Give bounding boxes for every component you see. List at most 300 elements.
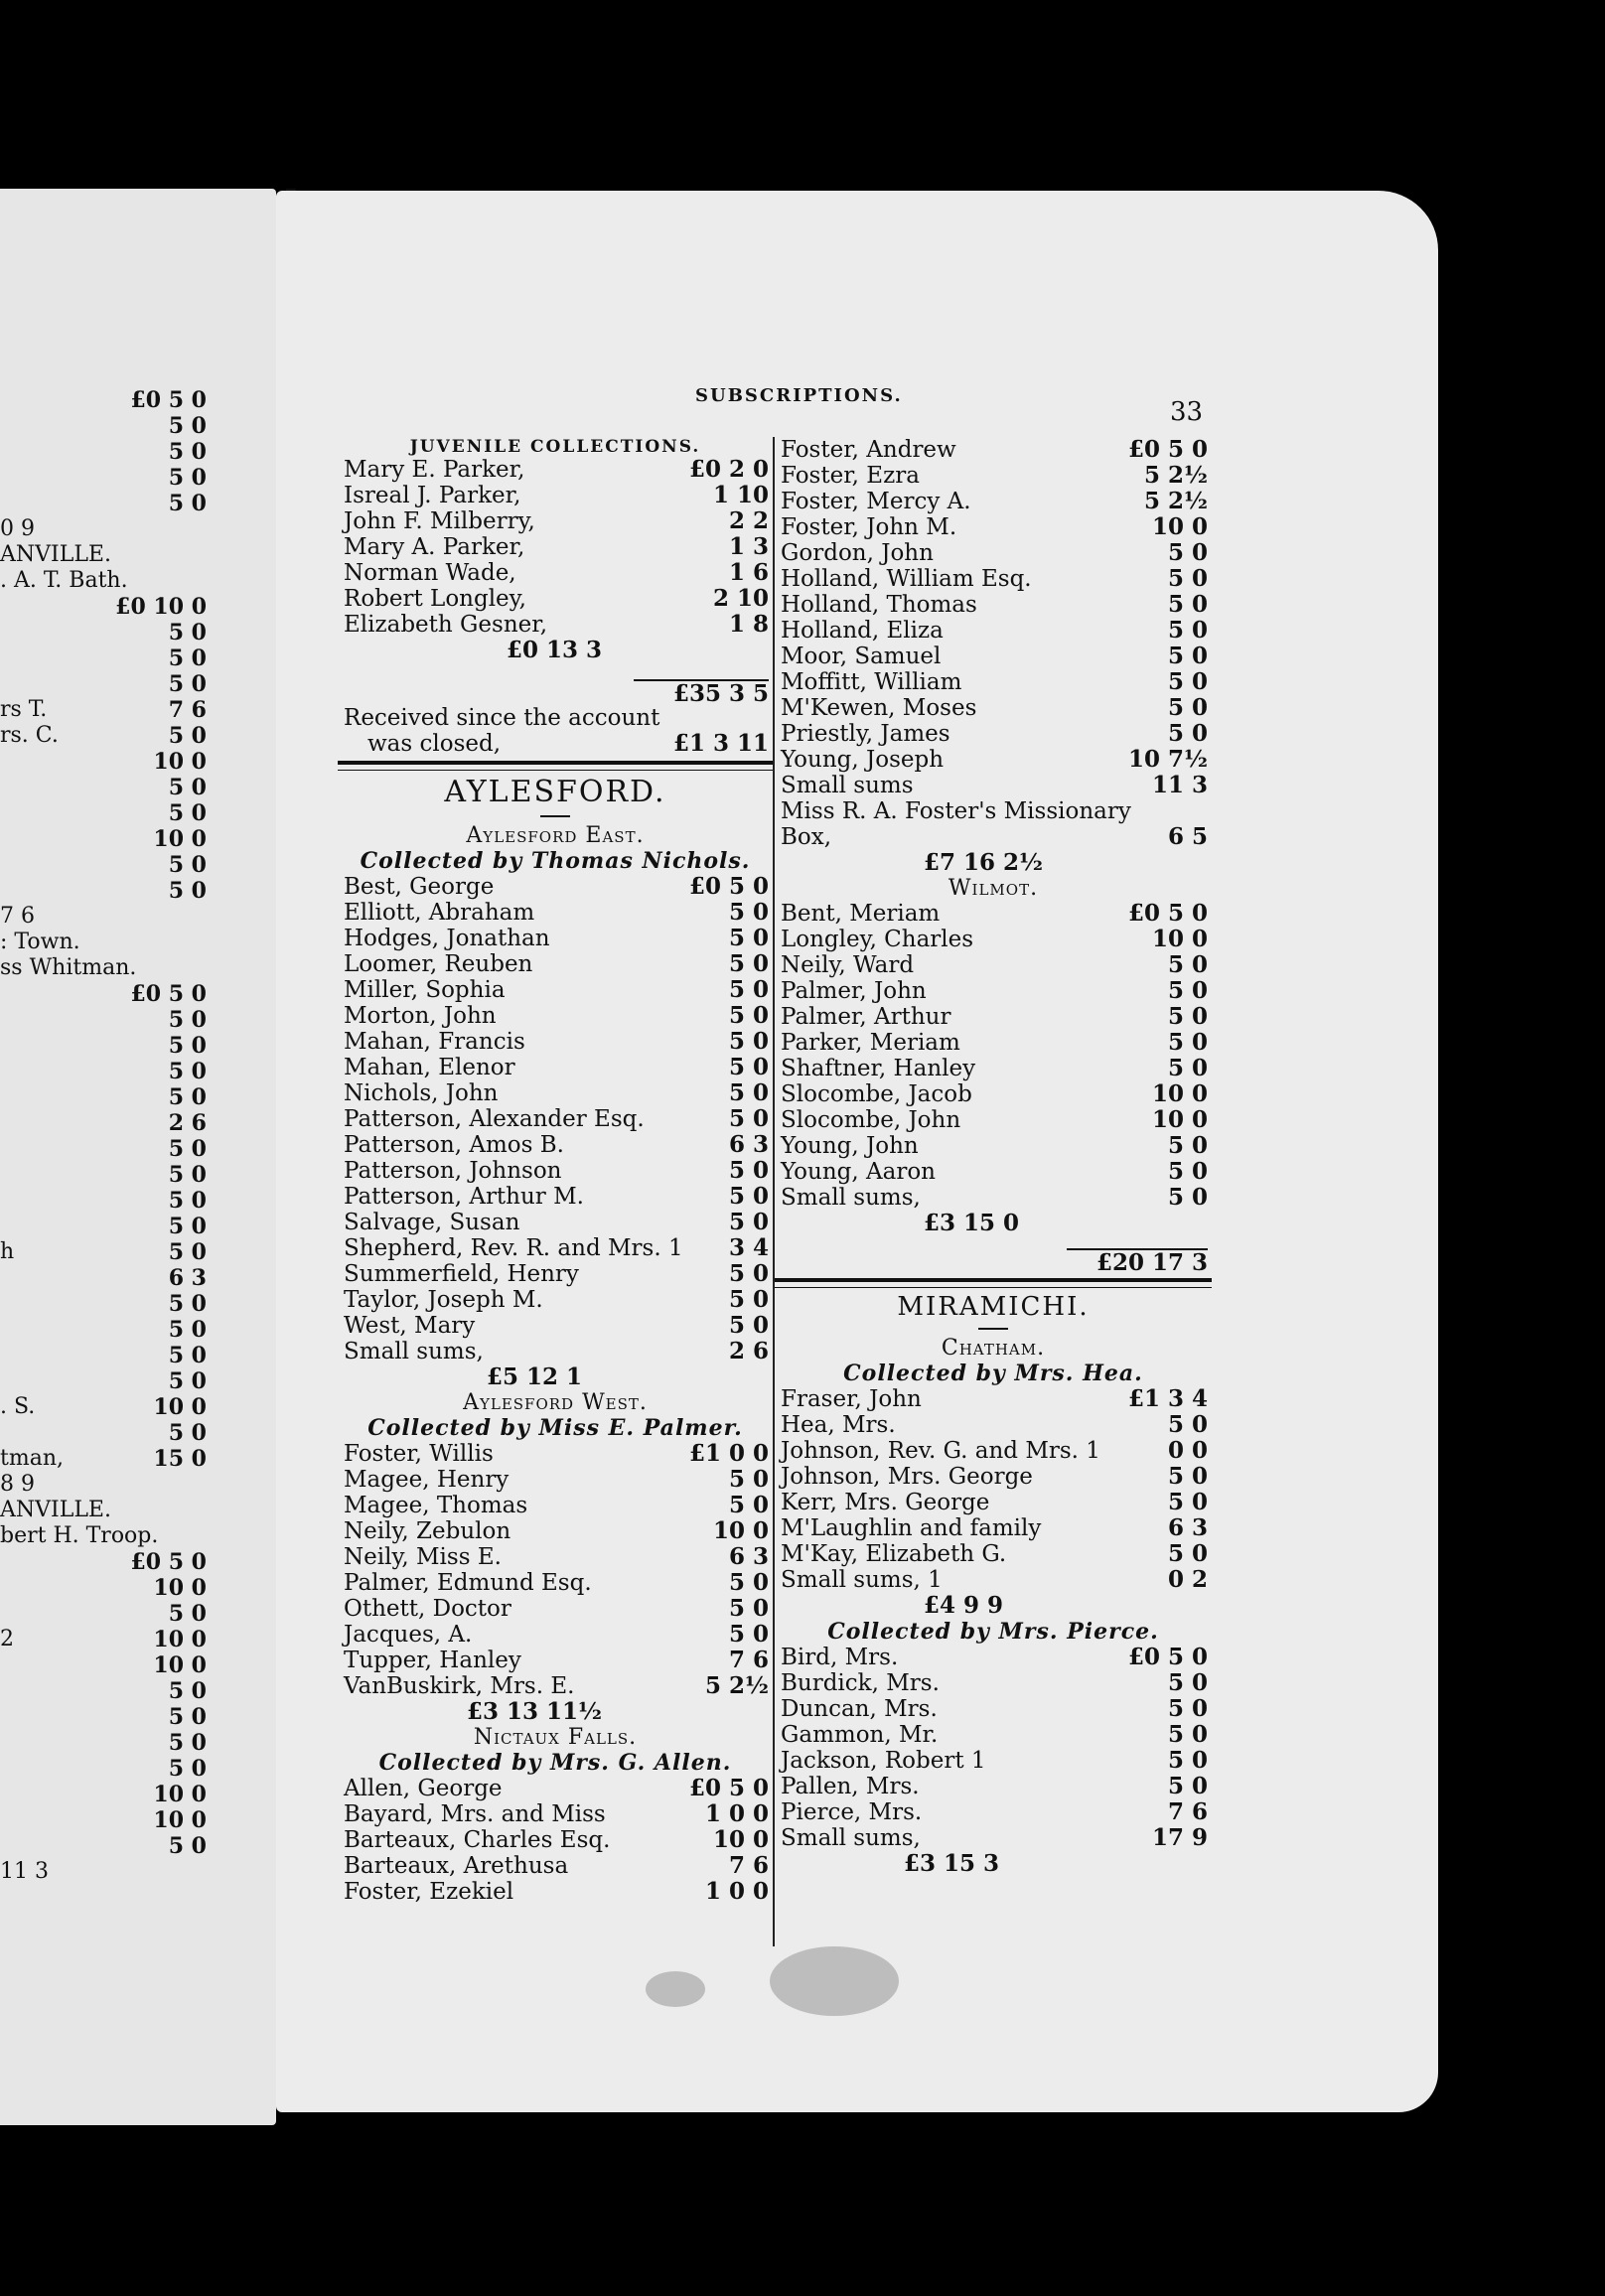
entry-name: Priestly, James (781, 721, 950, 747)
fragment-left-text: ANVILLE. (0, 542, 111, 567)
fragment-amount: 5 0 (168, 1317, 207, 1343)
entry-name: Mahan, Francis (344, 1029, 525, 1055)
entry-row (775, 1081, 1212, 1107)
entry-name: Miss R. A. Foster's Missionary (781, 798, 1131, 824)
fragment-amount: 5 0 (168, 1756, 207, 1782)
entry-amount: 5 0 (728, 950, 769, 977)
entry-amount: 10 7½ (1127, 746, 1208, 773)
entry-row (775, 1412, 1212, 1438)
entry-amount: 5 0 (1167, 977, 1208, 1004)
section-rule (338, 761, 773, 771)
fragment-amount: 5 0 (168, 1033, 207, 1059)
entry-name: Summerfield, Henry (344, 1261, 579, 1287)
entry-row (775, 1438, 1212, 1464)
fragment-left-text: 0 9 (0, 516, 35, 541)
entry-amount: 5 2½ (1143, 488, 1208, 514)
entry-amount: 5 0 (728, 1312, 769, 1339)
entry-row (338, 1106, 773, 1132)
west-title: Aylesford West. (463, 1390, 648, 1415)
ink-stain (770, 1946, 899, 2016)
fragment-amount: 5 0 (168, 1162, 207, 1188)
entry-amount: £1 0 0 (688, 1440, 769, 1467)
fragment-left-text: 7 6 (0, 904, 35, 929)
fragment-amount: 5 0 (168, 439, 207, 465)
entry-name: Fraser, John (781, 1386, 922, 1412)
wilmot-total: £3 15 0 (924, 1210, 1020, 1236)
entry-row (338, 1261, 773, 1287)
fragment-left-text: ANVILLE. (0, 1498, 111, 1522)
entry-row (338, 1596, 773, 1622)
entry-row (338, 1801, 773, 1827)
entry-amount: 2 10 (712, 585, 769, 612)
fragment-amount: £0 5 0 (130, 1549, 207, 1575)
entry-amount: 5 0 (1167, 565, 1208, 592)
hea-collector: Collected by Mrs. Hea. (843, 1361, 1143, 1386)
entry-row (338, 1570, 773, 1596)
entry-amount: 5 0 (728, 899, 769, 926)
entry-row (775, 1515, 1212, 1541)
entry-amount: 5 0 (1167, 951, 1208, 978)
entry-amount: 5 0 (728, 1286, 769, 1313)
entry-name: Young, Joseph (781, 747, 945, 773)
fragment-amount: 6 3 (168, 1265, 207, 1291)
entry-row (338, 560, 773, 586)
entry-name: Patterson, Amos B. (344, 1132, 564, 1158)
entry-amount: 5 0 (728, 976, 769, 1003)
entry-row (338, 1518, 773, 1544)
entry-row (338, 612, 773, 638)
west-list (338, 1441, 773, 1699)
entry-name: Young, John (781, 1133, 919, 1159)
entry-amount: 1 10 (712, 482, 769, 508)
entry-amount: 7 6 (728, 1852, 769, 1879)
entry-row (338, 1648, 773, 1673)
entry-row (338, 1622, 773, 1648)
entry-row (775, 618, 1212, 644)
entry-amount: 5 0 (1167, 1184, 1208, 1211)
entry-name: Elizabeth Gesner, (344, 612, 548, 638)
entry-name: Duncan, Mrs. (781, 1696, 938, 1722)
entry-amount: 5 0 (1167, 1747, 1208, 1774)
entry-amount: 5 0 (1167, 1773, 1208, 1799)
entry-row (338, 1544, 773, 1570)
entry-amount: 3 4 (728, 1234, 769, 1261)
fragment-left-text: . S. (0, 1394, 36, 1419)
fragment-amount: 10 0 (153, 1782, 207, 1807)
entry-row (338, 1003, 773, 1029)
entry-name: John F. Milberry, (344, 508, 535, 534)
west-collector: Collected by Miss E. Palmer. (367, 1415, 743, 1441)
entry-name: Taylor, Joseph M. (344, 1287, 543, 1313)
entry-name: Slocombe, John (781, 1107, 961, 1133)
fragment-amount: 5 0 (168, 852, 207, 878)
fragment-left-text: h (0, 1239, 15, 1264)
fragment-amount: 5 0 (168, 1059, 207, 1084)
entry-row (338, 1029, 773, 1055)
entry-name: Magee, Thomas (344, 1493, 528, 1518)
entry-name: Shaftner, Hanley (781, 1056, 976, 1081)
entry-name: Patterson, Arthur M. (344, 1184, 584, 1210)
entry-amount: 5 0 (1167, 617, 1208, 644)
entry-name: Nichols, John (344, 1080, 499, 1106)
entry-name: Foster, John M. (781, 514, 957, 540)
entry-amount: 5 0 (1167, 1003, 1208, 1030)
column-right (773, 437, 1212, 1946)
entry-row (338, 874, 773, 900)
entry-name: Neily, Ward (781, 952, 915, 978)
fragment-amount: 5 0 (168, 646, 207, 671)
fragment-amount: 5 0 (168, 1214, 207, 1239)
entry-amount: 10 0 (712, 1517, 769, 1544)
hea-total: £4 9 9 (924, 1592, 1004, 1619)
entry-name: Palmer, Arthur (781, 1004, 951, 1030)
entry-amount: 2 2 (728, 507, 769, 534)
nictaux-title: Nictaux Falls. (473, 1725, 638, 1750)
fragment-amount: 10 0 (153, 826, 207, 852)
juvenile-total: £0 13 3 (507, 637, 603, 663)
entry-amount: 5 0 (728, 1492, 769, 1518)
entry-name: Jackson, Robert 1 (781, 1748, 986, 1774)
entry-name: Palmer, John (781, 978, 927, 1004)
fragment-amount: 5 0 (168, 1833, 207, 1859)
fragment-left-text: 8 9 (0, 1472, 35, 1497)
entry-name: Foster, Ezra (781, 463, 920, 489)
entry-name: Foster, Ezekiel (344, 1879, 514, 1905)
fragment-amount: 5 0 (168, 1343, 207, 1368)
entry-row (338, 457, 773, 483)
entry-amount: 5 0 (728, 1183, 769, 1210)
divider-dash (540, 815, 570, 817)
entry-amount: 5 0 (728, 1466, 769, 1493)
entry-row (775, 1004, 1212, 1030)
entry-row (775, 1696, 1212, 1722)
fragment-amount: 2 6 (168, 1110, 207, 1136)
entry-amount: 5 0 (1167, 1411, 1208, 1438)
juvenile-list (338, 457, 773, 638)
entry-row (338, 1055, 773, 1080)
entry-amount: 5 0 (1167, 1721, 1208, 1748)
entry-row (338, 1158, 773, 1184)
fragment-amount: 5 0 (168, 775, 207, 800)
entry-amount: 5 0 (728, 925, 769, 951)
fragment-amount: 5 0 (168, 723, 207, 749)
entry-name: Moor, Samuel (781, 644, 942, 669)
entry-row (338, 977, 773, 1003)
aylesford-total: £20 17 3 (775, 1248, 1212, 1274)
fragment-left-text: . A. T. Bath. (0, 568, 128, 593)
entry-row (338, 534, 773, 560)
entry-name: Hea, Mrs. (781, 1412, 896, 1438)
entry-name: Barteaux, Charles Esq. (344, 1827, 611, 1853)
entry-name: West, Mary (344, 1313, 476, 1339)
entry-name: Shepherd, Rev. R. and Mrs. 1 (344, 1235, 683, 1261)
entry-name: Robert Longley, (344, 586, 526, 612)
entry-row (775, 669, 1212, 695)
entry-amount: 10 0 (1151, 513, 1208, 540)
entry-amount: 6 3 (1167, 1514, 1208, 1541)
entry-amount: 5 0 (728, 1002, 769, 1029)
wilmot-title: Wilmot. (948, 876, 1039, 901)
entry-name: Tupper, Hanley (344, 1648, 521, 1673)
entry-name: Johnson, Rev. G. and Mrs. 1 (781, 1438, 1100, 1464)
entry-row (775, 952, 1212, 978)
east-title: Aylesford East. (466, 823, 645, 848)
received-line-2: was closed, £1 3 11 (367, 730, 769, 757)
entry-row (775, 824, 1212, 850)
page-number: 33 (1170, 397, 1204, 427)
entry-name: Mary A. Parker, (344, 534, 525, 560)
entry-name: Burdick, Mrs. (781, 1670, 940, 1696)
entry-name: VanBuskirk, Mrs. E. (344, 1673, 575, 1699)
entry-amount: 5 0 (1167, 720, 1208, 747)
entry-row (775, 1159, 1212, 1185)
entry-row (775, 978, 1212, 1004)
entry-row (775, 695, 1212, 721)
entry-name: Bent, Meriam (781, 901, 941, 927)
entry-amount: 5 0 (728, 1209, 769, 1235)
aylesford-title: AYLESFORD. (444, 775, 666, 809)
entry-row (775, 798, 1212, 824)
entry-name: Small sums, (344, 1339, 484, 1364)
entry-name: Longley, Charles (781, 927, 974, 952)
entry-row (338, 1313, 773, 1339)
entry-amount: 7 6 (1167, 1798, 1208, 1825)
entry-row (338, 1673, 773, 1699)
fragment-amount: 5 0 (168, 491, 207, 516)
entry-row (775, 927, 1212, 952)
entry-row (338, 508, 773, 534)
received-line-1: Received since the account (344, 705, 660, 731)
fragment-amount: 5 0 (168, 465, 207, 491)
entry-name: Allen, George (344, 1776, 503, 1801)
entry-amount: 5 0 (1167, 1132, 1208, 1159)
entry-amount: 5 0 (728, 1054, 769, 1080)
fragment-left-text: ss Whitman. (0, 955, 137, 980)
entry-row (338, 1132, 773, 1158)
entry-name: Holland, Thomas (781, 592, 977, 618)
entry-amount: 7 6 (728, 1647, 769, 1673)
entry-row (775, 566, 1212, 592)
entry-amount: 6 3 (728, 1543, 769, 1570)
fragment-amount: 5 0 (168, 1239, 207, 1265)
fragment-left-text: rs. C. (0, 723, 59, 748)
entry-name: Pierce, Mrs. (781, 1799, 923, 1825)
east-total: £5 12 1 (487, 1363, 583, 1390)
entry-amount: 5 0 (1167, 1540, 1208, 1567)
entry-row (775, 1030, 1212, 1056)
entry-row (338, 926, 773, 951)
west-total: £3 13 11½ (467, 1698, 603, 1725)
entry-name: Pallen, Mrs. (781, 1774, 920, 1799)
fragment-amount: 5 0 (168, 800, 207, 826)
entry-amount: 1 6 (728, 559, 769, 586)
left-page-fragment (0, 189, 276, 2125)
entry-row (338, 586, 773, 612)
entry-row (775, 747, 1212, 773)
entry-row (775, 773, 1212, 798)
miramichi-title: MIRAMICHI. (897, 1292, 1090, 1322)
entry-row (775, 1107, 1212, 1133)
entry-name: Hodges, Jonathan (344, 926, 550, 951)
fragment-amount: 7 6 (168, 697, 207, 723)
fragment-amount: £0 10 0 (115, 594, 207, 620)
entry-row (338, 1776, 773, 1801)
entry-row (775, 1386, 1212, 1412)
fragment-amount: 10 0 (153, 1575, 207, 1601)
entry-row (338, 1210, 773, 1235)
entry-amount: 5 0 (728, 1079, 769, 1106)
entry-name: Small sums (781, 773, 914, 798)
entry-row (338, 1853, 773, 1879)
entry-amount: £0 5 0 (688, 1775, 769, 1801)
entry-amount: 1 8 (728, 611, 769, 638)
fragment-amount: 5 0 (168, 620, 207, 646)
entry-name: Neily, Miss E. (344, 1544, 502, 1570)
entry-amount: 5 0 (1167, 694, 1208, 721)
entry-amount: 10 0 (1151, 1106, 1208, 1133)
entry-name: Slocombe, Jacob (781, 1081, 972, 1107)
entry-row (775, 644, 1212, 669)
entry-row (338, 900, 773, 926)
entry-amount: £0 5 0 (1127, 900, 1208, 927)
entry-name: Kerr, Mrs. George (781, 1490, 990, 1515)
divider-dash-2 (978, 1328, 1008, 1330)
fragment-amount: 5 0 (168, 878, 207, 904)
column-left (338, 437, 773, 1905)
entry-row (775, 592, 1212, 618)
entry-row (775, 1490, 1212, 1515)
entry-amount: 5 0 (728, 1260, 769, 1287)
entry-name: Best, George (344, 874, 495, 900)
entry-amount: 5 0 (728, 1621, 769, 1648)
fragment-amount: 5 0 (168, 1368, 207, 1394)
entry-name: Parker, Meriam (781, 1030, 960, 1056)
entry-amount: 5 0 (1167, 1463, 1208, 1490)
entry-amount: 5 0 (1167, 1695, 1208, 1722)
wilmot-list (775, 901, 1212, 1211)
fragment-amount: 10 0 (153, 749, 207, 775)
fragment-amount: 5 0 (168, 1678, 207, 1704)
juvenile-title: JUVENILE COLLECTIONS. (409, 437, 701, 457)
entry-amount: 2 6 (728, 1338, 769, 1364)
entry-name: Small sums, (781, 1825, 921, 1851)
entry-row (338, 1184, 773, 1210)
entry-amount: 5 0 (1167, 539, 1208, 566)
fragment-amount: 5 0 (168, 1420, 207, 1446)
page-header: SUBSCRIPTIONS. (695, 385, 903, 406)
entry-row (775, 1748, 1212, 1774)
east-collector: Collected by Thomas Nichols. (360, 848, 751, 874)
entry-name: M'Kay, Elizabeth G. (781, 1541, 1007, 1567)
entry-amount: £0 2 0 (688, 456, 769, 483)
entry-name: Salvage, Susan (344, 1210, 520, 1235)
entry-row (338, 1339, 773, 1364)
entry-name: Patterson, Johnson (344, 1158, 562, 1184)
entry-row (338, 951, 773, 977)
entry-row (338, 1235, 773, 1261)
entry-name: Miller, Sophia (344, 977, 506, 1003)
entry-row (775, 1541, 1212, 1567)
entry-row (775, 1774, 1212, 1799)
entry-name: Palmer, Edmund Esq. (344, 1570, 592, 1596)
entry-row (775, 1567, 1212, 1593)
entry-row (775, 1722, 1212, 1748)
entry-name: Isreal J. Parker, (344, 483, 521, 508)
entry-row (775, 1056, 1212, 1081)
entry-amount: £0 5 0 (688, 873, 769, 900)
entry-amount: 5 0 (1167, 1055, 1208, 1081)
entry-row (775, 540, 1212, 566)
fragment-left-text: : Town. (0, 930, 80, 954)
entry-amount: 0 2 (1167, 1566, 1208, 1593)
fragment-amount: £0 5 0 (130, 981, 207, 1007)
entry-amount: 17 9 (1151, 1824, 1208, 1851)
fragment-amount: 5 0 (168, 1136, 207, 1162)
first-total: £7 16 2½ (924, 849, 1044, 876)
entry-name: Neily, Zebulon (344, 1518, 511, 1544)
entry-amount: 5 0 (1167, 1158, 1208, 1185)
entry-amount: 5 0 (728, 1105, 769, 1132)
fragment-amount: 5 0 (168, 1084, 207, 1110)
fragment-amount: 5 0 (168, 1601, 207, 1627)
entry-name: Morton, John (344, 1003, 497, 1029)
entry-name: Bird, Mrs. (781, 1645, 899, 1670)
fragment-left-text: bert H. Troop. (0, 1523, 159, 1548)
entry-row (775, 437, 1212, 463)
grand-total: £35 3 5 (338, 679, 773, 705)
nictaux-list (338, 1776, 773, 1905)
entry-name: Moffitt, William (781, 669, 962, 695)
entry-name: Mahan, Elenor (344, 1055, 515, 1080)
entry-name: Elliott, Abraham (344, 900, 535, 926)
entry-amount: 10 0 (1151, 926, 1208, 952)
entry-row (775, 463, 1212, 489)
entry-row (775, 1670, 1212, 1696)
fragment-amount: 5 0 (168, 1730, 207, 1756)
east-list (338, 874, 773, 1364)
fragment-amount: 5 0 (168, 1007, 207, 1033)
section-rule-2 (775, 1278, 1212, 1288)
entry-name: Barteaux, Arethusa (344, 1853, 569, 1879)
entry-name: M'Laughlin and family (781, 1515, 1042, 1541)
entry-name: Foster, Andrew (781, 437, 956, 463)
entry-row (775, 721, 1212, 747)
fragment-left-text: 2 (0, 1627, 14, 1651)
entry-amount: 5 0 (1167, 1489, 1208, 1515)
entry-row (338, 1287, 773, 1313)
entry-amount: 1 0 0 (704, 1800, 769, 1827)
fragment-amount: 5 0 (168, 671, 207, 697)
entry-amount: £0 5 0 (1127, 436, 1208, 463)
entry-row (338, 1879, 773, 1905)
fragment-amount: 5 0 (168, 1704, 207, 1730)
entry-name: Small sums, 1 (781, 1567, 943, 1593)
fragment-amount: 5 0 (168, 413, 207, 439)
pierce-collector: Collected by Mrs. Pierce. (827, 1619, 1159, 1645)
chatham-title: Chatham. (941, 1336, 1046, 1361)
entry-amount: 5 2½ (1143, 462, 1208, 489)
pierce-list (775, 1645, 1212, 1851)
entry-amount: 5 0 (728, 1157, 769, 1184)
entry-row (338, 1080, 773, 1106)
hea-list (775, 1386, 1212, 1593)
entry-amount: 1 3 (728, 533, 769, 560)
entry-name: M'Kewen, Moses (781, 695, 977, 721)
entry-amount: £0 5 0 (1127, 1644, 1208, 1670)
entry-row (775, 1799, 1212, 1825)
entry-amount: 5 0 (1167, 643, 1208, 669)
entry-name: Norman Wade, (344, 560, 516, 586)
